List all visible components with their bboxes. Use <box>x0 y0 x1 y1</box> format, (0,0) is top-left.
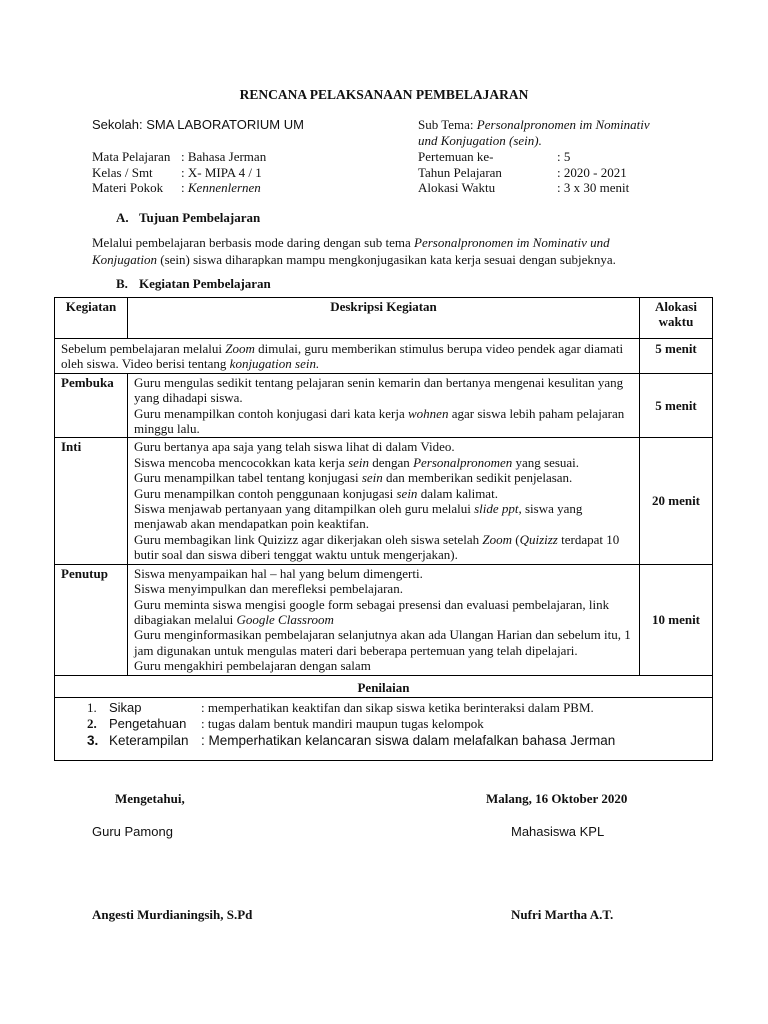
intro-italic-2: konjugation sein. <box>229 356 320 372</box>
inti-line-2 <box>134 455 633 470</box>
subtema-row <box>418 117 650 133</box>
table-header-row <box>55 298 713 339</box>
penutup-description <box>128 564 640 675</box>
intro-time: 5 menit <box>640 339 713 374</box>
inti-line-4b: dalam kalimat. <box>417 485 498 501</box>
subtema-label: Sub Tema: <box>418 117 474 132</box>
penilaian-name-3: Keterampilan <box>109 732 189 748</box>
kelas-label: Kelas / Smt <box>92 165 153 180</box>
table-row-intro <box>55 339 713 374</box>
section-a-text-2: (sein) siswa diharapkan mampu mengkonjugasikan kata kerja sesuai dengan subjeknya. <box>157 252 616 267</box>
header-kegiatan: Kegiatan <box>55 298 128 339</box>
sign-left-role: Guru Pamong <box>92 824 173 839</box>
sekolah-row <box>92 117 304 132</box>
inti-line-6c: terdapat 10 butir soal dan siswa diberi tenggat waktu untuk mengerjakan). <box>134 531 620 563</box>
inti-line-2-italic-1: sein <box>348 454 370 470</box>
inti-line-3b: dan memberikan sedikit penjelasan. <box>382 470 573 486</box>
penilaian-text-3: : Memperhatikan kelancaran siswa dalam melafalkan bahasa Jerman <box>201 732 616 748</box>
intro-description <box>55 339 640 374</box>
inti-line-5a: Siswa menjawab pertanyaan yang ditampilkan oleh guru melalui <box>134 501 475 517</box>
pembuka-time: 5 menit <box>640 373 713 438</box>
inti-line-4-italic: sein <box>396 485 418 501</box>
inti-line-2b: dengan <box>369 454 414 470</box>
pertemuan-label: Pertemuan ke- <box>418 149 494 164</box>
kelas-value: : X- MIPA 4 / 1 <box>181 165 262 180</box>
materi-label: Materi Pokok <box>92 180 164 195</box>
pembuka-line-2 <box>134 406 633 437</box>
penutup-line-1: Siswa menyampaikan hal – hal yang belum dimengerti. <box>134 565 423 581</box>
intro-text-1: Sebelum pembelajaran melalui <box>61 341 226 356</box>
table-row-penutup <box>55 564 713 675</box>
intro-italic-1: Zoom <box>225 341 255 356</box>
inti-line-5b: siswa yang menjawab akan mendapatkan poin keaktifan. <box>134 501 583 532</box>
alokasi-value: : 3 x 30 menit <box>557 180 630 195</box>
penilaian-item-pengetahuan <box>61 716 706 732</box>
mapel-label: Mata Pelajaran <box>92 149 171 164</box>
inti-line-2c: yang sesuai. <box>512 454 580 470</box>
inti-line-5-italic: slide ppt, <box>474 501 522 517</box>
penilaian-name-1: Sikap <box>109 699 142 715</box>
penilaian-num-2: 2. <box>87 715 97 731</box>
penutup-label: Penutup <box>55 564 128 675</box>
inti-line-4 <box>134 486 633 501</box>
section-a-letter: A. <box>116 210 129 225</box>
sign-left-heading: Mengetahui, <box>115 791 185 806</box>
inti-line-2a: Siswa mencoba mencocokkan kata kerja <box>134 454 349 470</box>
pembuka-line-2-italic: wohnen <box>408 405 449 421</box>
pembuka-line-1: Guru mengulas sedikit tentang pelajaran senin kemarin dan bertanya mengenai kesulitan yang yang dihadapi siswa. <box>134 374 624 406</box>
header-alokasi: Alokasi waktu <box>640 298 713 339</box>
section-a-paragraph <box>92 234 672 268</box>
inti-line-1: Guru bertanya apa saja yang telah siswa lihat di dalam Video. <box>134 439 455 455</box>
header-deskripsi: Deskripsi Kegiatan <box>128 298 640 339</box>
penilaian-text-2: : tugas dalam bentuk mandiri maupun tugas kelompok <box>201 715 484 731</box>
table-row-penilaian-items <box>55 697 713 760</box>
intro-text-2: dimulai, guru memberikan stimulus berupa video pendek agar diamati oleh siswa. Video berisi tentang <box>61 341 624 372</box>
section-a-italic: Personalpronomen im Nominativ und Konjugation <box>92 235 610 267</box>
penilaian-item-sikap <box>61 700 706 716</box>
tahun-value: : 2020 - 2021 <box>557 165 627 180</box>
penilaian-num-1: 1. <box>87 699 97 715</box>
penutup-line-4: Guru menginformasikan pembelajaran selanjutnya akan ada Ulangan Harian dan sebelum itu, 1 jam digunakan untuk mengulas materi dari beberapa pertemuan yang telah dipelajari. <box>134 627 631 658</box>
inti-line-6a: Guru membagikan link Quizizz agar dikerjakan oleh siswa setelah <box>134 531 483 547</box>
inti-line-3-italic: sein <box>361 470 383 486</box>
subtema-value-line1: Personalpronomen im Nominativ <box>476 117 650 132</box>
sign-left-name: Angesti Murdianingsih, S.Pd <box>92 907 253 922</box>
penutup-time: 10 menit <box>640 564 713 675</box>
penutup-line-2: Siswa menyimpulkan dan merefleksi pembelajaran. <box>134 581 403 597</box>
inti-line-6 <box>134 532 633 563</box>
materi-prefix: : <box>181 180 188 195</box>
inti-line-3 <box>134 470 633 485</box>
mapel-value: : Bahasa Jerman <box>181 149 267 164</box>
pembuka-label: Pembuka <box>55 373 128 438</box>
subtema-value-line2: und Konjugation (sein). <box>418 133 542 148</box>
inti-line-3a: Guru menampilkan tabel tentang konjugasi <box>134 470 362 486</box>
penutup-line-3-italic: Google Classroom <box>236 611 334 627</box>
tahun-label: Tahun Pelajaran <box>418 165 502 180</box>
section-b-letter: B. <box>116 276 128 291</box>
inti-label: Inti <box>55 438 128 564</box>
sekolah-label: Sekolah: <box>92 117 143 132</box>
penilaian-text-1: : memperhatikan keaktifan dan sikap siswa ketika berinteraksi dalam PBM. <box>201 699 594 715</box>
inti-line-2-italic-2: Personalpronomen <box>413 454 513 470</box>
table-row-penilaian-heading <box>55 675 713 697</box>
pertemuan-value: : 5 <box>557 149 571 164</box>
activities-table <box>54 297 713 761</box>
inti-time: 20 menit <box>640 438 713 564</box>
materi-row <box>181 180 261 196</box>
sign-right-role: Mahasiswa KPL <box>511 824 605 839</box>
penilaian-items <box>55 697 713 760</box>
sign-right-name: Nufri Martha A.T. <box>511 907 614 922</box>
pembuka-line-2a: Guru menampilkan contoh konjugasi dari kata kerja <box>134 405 409 421</box>
alokasi-label: Alokasi Waktu <box>418 180 496 195</box>
pembuka-line-2b: agar siswa lebih paham pelajaran minggu lalu. <box>134 405 625 437</box>
section-a-text-1: Melalui pembelajaran berbasis mode daring dengan sub tema <box>92 235 415 250</box>
inti-line-6b: ( <box>511 531 520 547</box>
inti-line-4a: Guru menampilkan contoh penggunaan konjugasi <box>134 485 397 501</box>
pembuka-description <box>128 373 640 438</box>
inti-line-6-italic-1: Zoom <box>482 531 512 547</box>
penutup-line-3a: Guru meminta siswa mengisi google form sebagai presensi dan evaluasi pembelajaran, link dibagiakan melalui <box>134 596 610 627</box>
penilaian-name-2: Pengetahuan <box>109 715 187 731</box>
section-a-heading: Tujuan Pembelajaran <box>139 210 261 225</box>
section-b-heading: Kegiatan Pembelajaran <box>139 276 271 291</box>
inti-line-5 <box>134 501 633 532</box>
inti-description <box>128 438 640 564</box>
penilaian-heading: Penilaian <box>55 675 713 697</box>
document-title: RENCANA PELAKSANAAN PEMBELAJARAN <box>239 87 529 102</box>
sign-right-heading: Malang, 16 Oktober 2020 <box>486 791 628 806</box>
inti-line-6-italic-2: Quizizz <box>519 531 558 547</box>
penilaian-item-keterampilan <box>61 732 706 750</box>
materi-value: Kennenlernen <box>187 180 261 195</box>
table-row-inti <box>55 438 713 564</box>
penutup-line-3 <box>134 597 633 628</box>
sekolah-value: SMA LABORATORIUM UM <box>146 117 304 132</box>
penutup-line-5: Guru mengakhiri pembelajaran dengan salam <box>134 658 371 674</box>
table-row-pembuka <box>55 373 713 438</box>
penilaian-num-3: 3. <box>87 732 99 748</box>
